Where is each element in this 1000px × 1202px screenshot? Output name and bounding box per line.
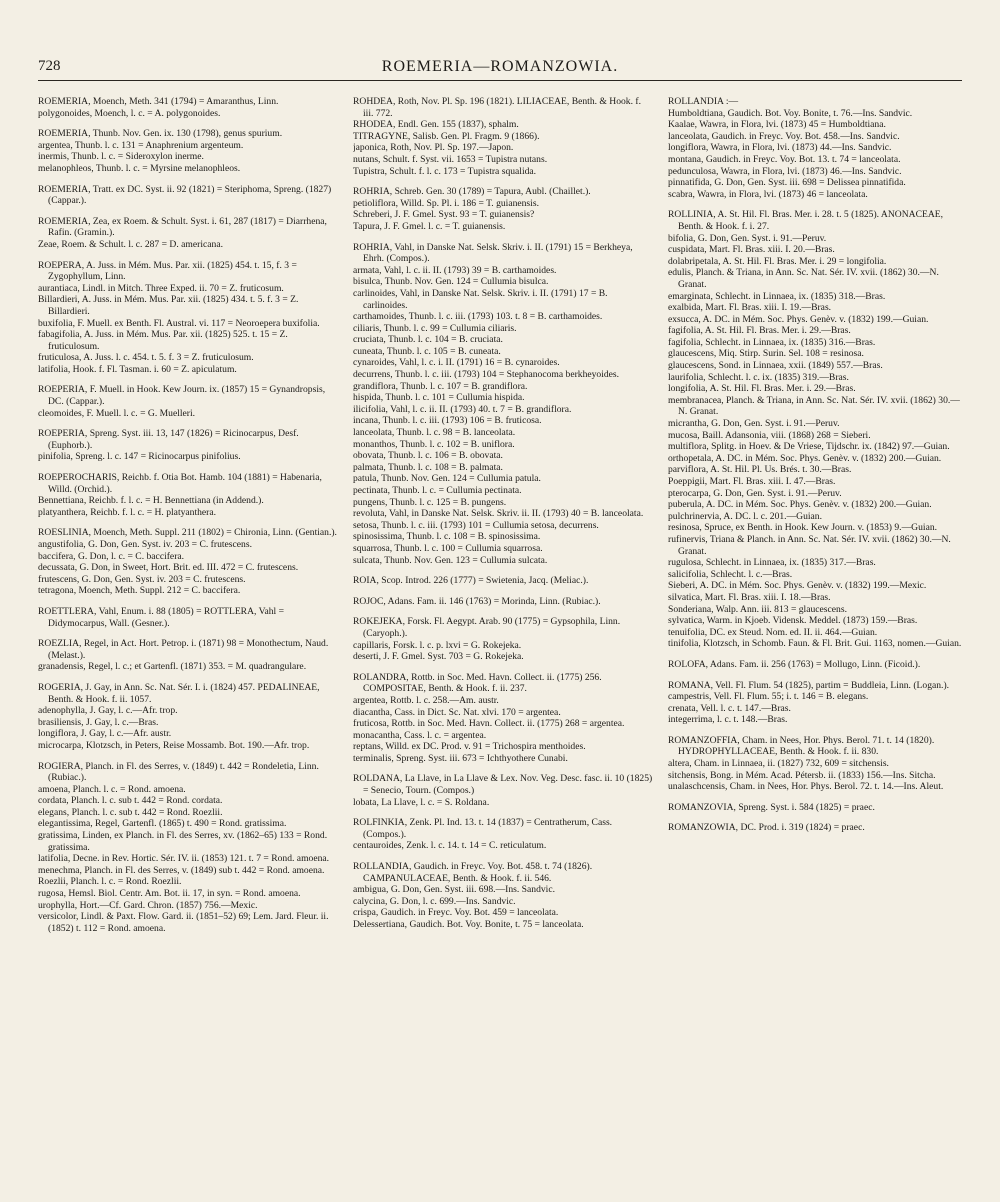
- dictionary-entry: [353, 861, 653, 931]
- entry-line: carthamoides, Thunb. l. c. iii. (1793) 103. t. 8 = B. carthamoides.: [353, 311, 603, 323]
- entry-heading: ROEZLIA, Regel, in Act. Hort. Petrop. i. (1871) 98 = Monothectum, Naud. (Melast.).: [38, 638, 329, 661]
- entry-heading: ROLOFA, Adans. Fam. ii. 256 (1763) = Mollugo, Linn. (Ficoid.).: [668, 658, 921, 670]
- dictionary-entry: [38, 96, 338, 119]
- dictionary-entry: [353, 773, 653, 808]
- entry-line: Roezlii, Planch. l. c. = Rond. Roezlii.: [38, 876, 182, 888]
- entry-heading: ROJOC, Adans. Fam. ii. 146 (1763) = Morinda, Linn. (Rubiac.).: [353, 595, 601, 607]
- entry-line: parviflora, A. St. Hil. Pl. Us. Brés. t. 30.—Bras.: [668, 464, 852, 476]
- entry-line: Schreberi, J. F. Gmel. Syst. 93 = T. guianensis?: [353, 209, 535, 221]
- entry-line: capillaris, Forsk. l. c. p. lxvi = G. Rokejeka.: [353, 639, 522, 651]
- entry-line: ilicifolia, Vahl, l. c. ii. II. (1793) 40. t. 7 = B. grandiflora.: [353, 403, 572, 415]
- entry-line: centauroides, Zenk. l. c. 14. t. 14 = C. reticulatum.: [353, 840, 547, 852]
- entry-line: lanceolata, Gaudich. in Freyc. Voy. Bot. 458.—Ins. Sandvic.: [668, 130, 900, 142]
- entry-line: puberula, A. DC. in Mém. Soc. Phys. Genèv. v. (1832) 200.—Guian.: [668, 499, 932, 511]
- entry-line: Sieberi, A. DC. in Mém. Soc. Phys. Genèv. v. (1832) 199.—Mexic.: [668, 580, 927, 592]
- entry-heading: ROLANDRA, Rottb. in Soc. Med. Havn. Collect. ii. (1775) 256. COMPOSITAE, Benth. & Hook. f. ii. 237.: [353, 671, 602, 695]
- dictionary-entry: [353, 596, 653, 608]
- entry-line: reptans, Willd. ex DC. Prod. v. 91 = Trichospira menthoides.: [353, 741, 586, 753]
- entry-line: RHODEA, Endl. Gen. 155 (1837), sphalm.: [353, 119, 519, 131]
- entry-line: carlinoides, Vahl, in Danske Nat. Selsk. Skriv. i. II. (1791) 17 = B. carlinoides.: [353, 287, 608, 311]
- dictionary-entry: [668, 96, 968, 200]
- entry-line: revoluta, Vahl, in Danske Nat. Selsk. Skriv. ii. II. (1793) 40 = B. lanceolata.: [353, 508, 644, 520]
- entry-heading: ROKEJEKA, Forsk. Fl. Aegypt. Arab. 90 (1775) = Gypsophila, Linn. (Caryoph.).: [353, 616, 621, 639]
- entry-line: edulis, Planch. & Triana, in Ann. Sc. Nat. Sér. IV. xvii. (1862) 30.—N. Granat.: [668, 267, 939, 290]
- entry-line: campestris, Vell. Fl. Flum. 55; i. t. 146 = B. elegans.: [668, 691, 869, 703]
- page-number: 728: [38, 58, 61, 74]
- entry-line: fruticosa, Rottb. in Soc. Med. Havn. Collect. ii. (1775) 268 = argentea.: [353, 718, 625, 730]
- text-columns: [38, 96, 968, 1192]
- entry-line: inermis, Thunb. l. c. = Sideroxylon inerme.: [38, 151, 204, 163]
- entry-line: decurrens, Thunb. l. c. iii. (1793) 104 = Stephanocoma berkheyoides.: [353, 369, 620, 381]
- entry-heading: ROGERIA, J. Gay, in Ann. Sc. Nat. Sér. I. i. (1824) 457. PEDALINEAE, Benth. & Hook. f. ii. 1057.: [38, 681, 320, 705]
- entry-heading: ROEPEROCHARIS, Reichb. f. Otia Bot. Hamb. 104 (1881) = Habenaria, Willd. (Orchid.).: [38, 472, 322, 495]
- entry-line: Zeae, Roem. & Schult. l. c. 287 = D. americana.: [38, 238, 223, 250]
- entry-line: pedunculosa, Wawra, in Flora, lvi. (1873) 46.—Ins. Sandvic.: [668, 165, 902, 177]
- entry-heading: ROLLANDIA :—: [668, 96, 739, 107]
- entry-heading: ROEMERIA, Thunb. Nov. Gen. ix. 130 (1798), genus spurium.: [38, 128, 283, 140]
- entry-line: hispida, Thunb. l. c. 101 = Cullumia hispida.: [353, 392, 525, 404]
- entry-line: rugosa, Hemsl. Biol. Centr. Am. Bot. ii. 17, in syn. = Rond. amoena.: [38, 888, 301, 900]
- entry-line: monacantha, Cass. l. c. = argentea.: [353, 729, 487, 741]
- entry-heading: ROEPERIA, Spreng. Syst. iii. 13, 147 (1826) = Ricinocarpus, Desf. (Euphorb.).: [38, 428, 299, 451]
- entry-line: Tapura, J. F. Gmel. l. c. = T. guianensis.: [353, 220, 506, 232]
- entry-line: Poeppigii, Mart. Fl. Bras. xiii. I. 47.—Bras.: [668, 476, 836, 487]
- entry-line: pectinata, Thunb. l. c. = Cullumia pectinata.: [353, 485, 522, 496]
- entry-line: micrantha, G. Don, Gen. Syst. i. 91.—Peruv.: [668, 418, 840, 430]
- entry-line: integerrima, l. c. t. 148.—Bras.: [668, 714, 788, 726]
- entry-line: tetragona, Moench, Meth. Suppl. 212 = C. baccifera.: [38, 585, 241, 597]
- entry-line: longifolia, A. St. Hil. Fl. Bras. Mer. i. 29.—Bras.: [668, 383, 856, 395]
- entry-line: granadensis, Regel, l. c.; et Gartenfl. (1871) 353. = M. quadrangulare.: [38, 661, 307, 673]
- entry-line: fagifolia, Schlecht. in Linnaea, ix. (1835) 316.—Bras.: [668, 336, 876, 348]
- entry-heading: ROGIERA, Planch. in Fl. des Serres, v. (1849) t. 442 = Rondeletia, Linn. (Rubiac.).: [38, 760, 319, 784]
- entry-heading: ROESLINIA, Moench, Meth. Suppl. 211 (1802) = Chironia, Linn. (Gentian.).: [38, 527, 337, 539]
- entry-line: polygonoides, Moench, l. c. = A. polygonoides.: [38, 107, 221, 119]
- entry-line: laurifolia, Schlecht. l. c. ix. (1835) 319.—Bras.: [668, 371, 849, 383]
- entry-line: aurantiaca, Lindl. in Mitch. Three Exped. ii. 70 = Z. fruticosum.: [38, 282, 284, 294]
- entry-line: sulcata, Thunb. Nov. Gen. 123 = Cullumia sulcata.: [353, 554, 548, 566]
- dictionary-entry: [353, 817, 653, 852]
- entry-heading: ROMANZOWIA, DC. Prod. i. 319 (1824) = praec.: [668, 822, 865, 834]
- entry-line: crenata, Vell. l. c. t. 147.—Bras.: [668, 702, 791, 714]
- entry-line: Kaalae, Wawra, in Flora, lvi. (1873) 45 = Humboldtiana.: [668, 119, 886, 131]
- entry-line: Sonderiana, Walp. Ann. iii. 813 = glaucescens.: [668, 603, 847, 615]
- entry-line: elegans, Planch. l. c. sub t. 442 = Rond. Roezlii.: [38, 806, 223, 818]
- entry-line: mucosa, Baill. Adansonia, viii. (1868) 268 = Sieberi.: [668, 429, 871, 441]
- entry-line: unalaschcensis, Cham. in Nees, Hor. Phys. Berol. 72. t. 14.—Ins. Aleut.: [668, 781, 944, 793]
- entry-line: latifolia, Hook. f. Fl. Tasman. i. 60 = Z. apiculatum.: [38, 363, 237, 375]
- entry-line: cuspidata, Mart. Fl. Bras. xiii. I. 20.—Bras.: [668, 244, 835, 256]
- entry-line: spinosissima, Thunb. l. c. 108 = B. spinosissima.: [353, 531, 541, 543]
- entry-heading: ROMANZOVIA, Spreng. Syst. i. 584 (1825) = praec.: [668, 801, 875, 813]
- dictionary-entry: [38, 761, 338, 935]
- entry-heading: ROMANZOFFIA, Cham. in Nees, Hor. Phys. Berol. 71. t. 14 (1820). HYDROPHYLLACEAE, Benth. & Hook. f. ii. 830.: [668, 734, 935, 758]
- entry-heading: ROLLINIA, A. St. Hil. Fl. Bras. Mer. i. 28. t. 5 (1825). ANONACEAE, Benth. & Hook. f. i. 27.: [668, 209, 944, 232]
- entry-line: buxifolia, F. Muell. ex Benth. Fl. Austral. vi. 117 = Neoroepera buxifolia.: [38, 317, 320, 329]
- running-title: ROEMERIA—ROMANZOWIA.: [381, 58, 619, 75]
- entry-heading: ROEPERA, A. Juss. in Mém. Mus. Par. xii. (1825) 454. t. 15, f. 3 = Zygophyllum, Linn.: [38, 259, 297, 283]
- dictionary-entry: [38, 216, 338, 251]
- entry-line: bisulca, Thunb. Nov. Gen. 124 = Cullumia bisulca.: [353, 276, 549, 288]
- entry-line: montana, Gaudich. in Freyc. Voy. Bot. 13. t. 74 = lanceolata.: [668, 153, 901, 165]
- entry-line: glaucescens, Miq. Stirp. Surin. Sel. 108 = resinosa.: [668, 348, 864, 360]
- entry-line: elegantissima, Regel, Gartenfl. (1865) t. 490 = Rond. gratissima.: [38, 818, 287, 830]
- entry-line: orthopetala, A. DC. in Mém. Soc. Phys. Genèv. v. (1832) 200.—Guian.: [668, 452, 942, 464]
- entry-line: nutans, Schult. f. Syst. vii. 1653 = Tupistra nutans.: [353, 153, 548, 165]
- entry-line: cruciata, Thunb. l. c. 104 = B. cruciata.: [353, 334, 503, 346]
- entry-line: pinnatifida, G. Don, Gen. Syst. iii. 698 = Delissea pinnatifida.: [668, 177, 906, 189]
- entry-line: sitchensis, Bong. in Mém. Acad. Pétersb. ii. (1833) 156.—Ins. Sitcha.: [668, 769, 936, 781]
- dictionary-entry: [38, 527, 338, 597]
- entry-line: frutescens, G. Don, Gen. Syst. iv. 203 = C. frutescens.: [38, 573, 246, 585]
- entry-line: rugulosa, Schlecht. in Linnaea, ix. (1835) 317.—Bras.: [668, 557, 876, 569]
- entry-line: altera, Cham. in Linnaea, ii. (1827) 732, 609 = sitchensis.: [668, 758, 889, 770]
- entry-line: scabra, Wawra, in Flora, lvi. (1873) 46 = lanceolata.: [668, 188, 868, 200]
- dictionary-entry: [353, 242, 653, 567]
- dictionary-entry: [668, 659, 968, 671]
- entry-line: fruticulosa, A. Juss. l. c. 454. t. 5. f. 3 = Z. fruticulosum.: [38, 352, 254, 364]
- entry-line: ciliaris, Thunb. l. c. 99 = Cullumia ciliaris.: [353, 322, 517, 334]
- dictionary-entry: [38, 606, 338, 629]
- dictionary-entry: [668, 735, 968, 793]
- entry-line: Delessertiana, Gaudich. Bot. Voy. Bonite, t. 75 = lanceolata.: [353, 919, 584, 930]
- entry-line: armata, Vahl, l. c. ii. II. (1793) 39 = B. carthamoides.: [353, 264, 557, 276]
- dictionary-entry: [38, 472, 338, 518]
- dictionary-entry: [668, 802, 968, 814]
- entry-line: pulchrinervia, A. DC. l. c. 201.—Guian.: [668, 510, 823, 522]
- entry-line: lanceolata, Thunb. l. c. 98 = B. lanceolata.: [353, 427, 516, 439]
- entry-line: angustifolia, G. Don, Gen. Syst. iv. 203 = C. frutescens.: [38, 539, 252, 550]
- dictionary-entry: [668, 680, 968, 726]
- dictionary-entry: [38, 428, 338, 463]
- dictionary-entry: [38, 260, 338, 376]
- entry-line: versicolor, Lindl. & Paxt. Flow. Gard. ii. (1851–52) 69; Lem. Jard. Fleur. ii. (1852) t. 112 = Rond. amoena.: [38, 911, 329, 934]
- entry-line: argentea, Rottb. l. c. 258.—Am. austr.: [353, 694, 499, 706]
- entry-heading: ROEPERIA, F. Muell. in Hook. Kew Journ. ix. (1857) 15 = Gynandropsis, DC. (Cappar.).: [38, 384, 326, 408]
- entry-line: cuneata, Thunb. l. c. 105 = B. cuneata.: [353, 345, 501, 357]
- entry-line: multiflora, Splitg. in Hoev. & De Vriese, Tijdschr. ix. (1842) 97.—Guian.: [668, 441, 950, 453]
- entry-line: ambigua, G. Don, Gen. Syst. iii. 698.—Ins. Sandvic.: [353, 884, 555, 896]
- entry-line: latifolia, Decne. in Rev. Hortic. Sér. IV. ii. (1853) 121. t. 7 = Rond. amoena.: [38, 853, 330, 865]
- entry-line: melanophleos, Thunb. l. c. = Myrsine melanophleos.: [38, 162, 241, 174]
- entry-line: decussata, G. Don, in Sweet, Hort. Brit. ed. III. 472 = C. frutescens.: [38, 562, 299, 574]
- entry-line: lobata, La Llave, l. c. = S. Roldana.: [353, 796, 490, 808]
- dictionary-entry: [353, 616, 653, 662]
- entry-heading: ROIA, Scop. Introd. 226 (1777) = Swietenia, Jacq. (Meliac.).: [353, 575, 589, 587]
- entry-line: emarginata, Schlecht. in Linnaea, ix. (1835) 318.—Bras.: [668, 290, 886, 302]
- entry-line: amoena, Planch. l. c. = Rond. amoena.: [38, 783, 186, 795]
- entry-line: obovata, Thunb. l. c. 106 = B. obovata.: [353, 450, 503, 462]
- entry-line: petioliflora, Willd. Sp. Pl. i. 186 = T. guianensis.: [353, 197, 539, 209]
- entry-line: fabagifolia, A. Juss. in Mém. Mus. Par. xii. (1825) 525. t. 15 = Z. fruticulosum.: [38, 329, 288, 352]
- entry-line: cordata, Planch. l. c. sub t. 442 = Rond. cordata.: [38, 795, 223, 807]
- entry-line: setosa, Thunb. l. c. iii. (1793) 101 = Cullumia setosa, decurrens.: [353, 519, 599, 531]
- entry-line: rufinervis, Triana & Planch. in Ann. Sc. Nat. Sér. IV. xvii. (1862) 30.—N. Granat.: [668, 533, 951, 557]
- dictionary-entry: [353, 186, 653, 232]
- entry-line: tenuifolia, DC. ex Steud. Nom. ed. II. ii. 464.—Guian.: [668, 626, 878, 638]
- entry-line: Humboldtiana, Gaudich. Bot. Voy. Bonite, t. 76.—Ins. Sandvic.: [668, 107, 913, 119]
- entry-line: brasiliensis, J. Gay, l. c.—Bras.: [38, 716, 159, 728]
- entry-heading: ROLFINKIA, Zenk. Pl. Ind. 13. t. 14 (1837) = Centratherum, Cass. (Compos.).: [353, 817, 613, 840]
- entry-line: baccifera, G. Don, l. c. = C. baccifera.: [38, 550, 185, 562]
- dictionary-entry: [38, 384, 338, 419]
- entry-line: membranacea, Planch. & Triana, in Ann. Sc. Nat. Sér. IV. xvii. (1862) 30.—N. Granat.: [668, 394, 960, 418]
- dictionary-entry: [353, 96, 653, 177]
- entry-heading: ROLLANDIA, Gaudich. in Freyc. Voy. Bot. 458. t. 74 (1826). CAMPANULACEAE, Benth. & Hook. f. ii. 546.: [353, 861, 593, 884]
- entry-line: cynaroides, Vahl, l. c. i. II. (1791) 16 = B. cynaroides.: [353, 357, 560, 369]
- entry-heading: ROEMERIA, Tratt. ex DC. Syst. ii. 92 (1821) = Steriphoma, Spreng. (1827) (Cappar.).: [38, 183, 332, 207]
- entry-line: exalbida, Mart. Fl. Bras. xiii. I. 19.—Bras.: [668, 302, 832, 314]
- entry-line: platyanthera, Reichb. f. l. c. = H. platyanthera.: [38, 506, 217, 518]
- entry-line: grandiflora, Thunb. l. c. 107 = B. grandiflora.: [353, 380, 528, 392]
- dictionary-entry: [668, 209, 968, 650]
- entry-line: japonica, Roth, Nov. Pl. Sp. 197.—Japon.: [353, 142, 514, 154]
- entry-heading: ROEMERIA, Moench, Meth. 341 (1794) = Amaranthus, Linn.: [38, 96, 279, 107]
- dictionary-entry: [38, 638, 338, 673]
- entry-line: patula, Thunb. Nov. Gen. 124 = Cullumia patula.: [353, 473, 541, 485]
- entry-line: menechma, Planch. in Fl. des Serres, v. (1849) sub t. 442 = Rond. amoena.: [38, 864, 325, 876]
- entry-line: monanthos, Thunb. l. c. 102 = B. uniflora.: [353, 438, 515, 450]
- entry-line: palmata, Thunb. l. c. 108 = B. palmata.: [353, 461, 503, 473]
- entry-line: tinifolia, Klotzsch, in Schomb. Faun. & Fl. Brit. Gui. 1163, nomen.—Guian.: [668, 638, 962, 650]
- entry-line: deserti, J. F. Gmel. Syst. 703 = G. Rokejeka.: [353, 651, 524, 663]
- entry-line: fagifolia, A. St. Hil. Fl. Bras. Mer. i. 29.—Bras.: [668, 325, 851, 337]
- entry-line: urophylla, Hort.—Cf. Gard. Chron. (1857) 756.—Mexic.: [38, 899, 258, 911]
- entry-line: crispa, Gaudich. in Freyc. Voy. Bot. 459 = lanceolata.: [353, 907, 559, 919]
- dictionary-entry: [38, 128, 338, 174]
- entry-line: Bennettiana, Reichb. f. l. c. = H. Bennettiana (in Addend.).: [38, 495, 264, 507]
- column-middle: [353, 96, 653, 1192]
- entry-line: resinosa, Spruce, ex Benth. in Hook. Kew Journ. v. (1853) 9.—Guian.: [668, 522, 938, 534]
- entry-line: longiflora, J. Gay, l. c.—Afr. austr.: [38, 728, 172, 740]
- entry-line: pungens, Thunb. l. c. 125 = B. pungens.: [353, 496, 507, 508]
- entry-heading: ROHDEA, Roth, Nov. Pl. Sp. 196 (1821). LILIACEAE, Benth. & Hook. f. iii. 772.: [353, 96, 641, 119]
- entry-heading: ROMANA, Vell. Fl. Flum. 54 (1825), partim = Buddleia, Linn. (Logan.).: [668, 679, 950, 691]
- entry-line: bifolia, G. Don, Gen. Syst. i. 91.—Peruv.: [668, 232, 827, 244]
- entry-line: Tupistra, Schult. f. l. c. 173 = Tupistra squalida.: [353, 165, 537, 177]
- column-right: [668, 96, 968, 1192]
- entry-heading: ROEMERIA, Zea, ex Roem. & Schult. Syst. i. 61, 287 (1817) = Diarrhena, Rafin. (Gramin.).: [38, 215, 327, 239]
- entry-line: adenophylla, J. Gay, l. c.—Afr. trop.: [38, 705, 178, 717]
- dictionary-entry: [353, 672, 653, 765]
- entry-line: calycina, G. Don, l. c. 699.—Ins. Sandvic.: [353, 895, 516, 907]
- entry-heading: ROHRIA, Vahl, in Danske Nat. Selsk. Skriv. i. II. (1791) 15 = Berkheya, Ehrh. (Compos.).: [353, 241, 633, 265]
- entry-line: dolabripetala, A. St. Hil. Fl. Bras. Mer. i. 29 = longifolia.: [668, 255, 887, 267]
- dictionary-entry: [38, 682, 338, 752]
- dictionary-entry: [353, 575, 653, 587]
- dictionary-entry: [668, 822, 968, 834]
- entry-line: incana, Thunb. l. c. iii. (1793) 106 = B. fruticosa.: [353, 415, 542, 427]
- entry-line: argentea, Thunb. l. c. 131 = Anaphrenium argenteum.: [38, 139, 244, 151]
- entry-line: gratissima, Linden, ex Planch. in Fl. des Serres, xv. (1862–65) 133 = Rond. gratissima.: [38, 830, 328, 853]
- entry-heading: ROLDANA, La Llave, in La Llave & Lex. Nov. Veg. Desc. fasc. ii. 10 (1825) = Senecio, Tourn. (Compos.): [353, 773, 653, 797]
- entry-line: terminalis, Spreng. Syst. iii. 673 = Ichthyothere Cunabi.: [353, 752, 568, 764]
- entry-line: cleomoides, F. Muell. l. c. = G. Muelleri.: [38, 407, 196, 419]
- entry-line: squarrosa, Thunb. l. c. 100 = Cullumia squarrosa.: [353, 542, 543, 554]
- entry-heading: ROHRIA, Schreb. Gen. 30 (1789) = Tapura, Aubl. (Chaillet.).: [353, 186, 591, 198]
- entry-line: glaucescens, Sond. in Linnaea, xxii. (1849) 557.—Bras.: [668, 360, 883, 372]
- entry-line: exsucca, A. DC. in Mém. Soc. Phys. Genèv. v. (1832) 199.—Guian.: [668, 313, 929, 325]
- column-left: [38, 96, 338, 1192]
- entry-line: sylvatica, Warm. in Kjoeb. Vidensk. Meddel. (1873) 159.—Bras.: [668, 615, 918, 627]
- entry-line: Billardieri, A. Juss. in Mém. Mus. Par. xii. (1825) 434. t. 5. f. 3 = Z. Billardieri.: [38, 294, 299, 317]
- entry-line: longiflora, Wawra, in Flora, lvi. (1873) 44.—Ins. Sandvic.: [668, 142, 892, 154]
- entry-line: pterocarpa, G. Don, Gen. Syst. i. 91.—Peruv.: [668, 487, 842, 499]
- entry-heading: ROETTLERA, Vahl, Enum. i. 88 (1805) = ROTTLERA, Vahl = Didymocarpus, Wall. (Gesner.).: [38, 605, 285, 629]
- entry-line: silvatica, Mart. Fl. Bras. xiii. I. 18.—Bras.: [668, 591, 831, 603]
- entry-line: TITRAGYNE, Salisb. Gen. Pl. Fragm. 9 (1866).: [353, 130, 540, 142]
- entry-line: microcarpa, Klotzsch, in Peters, Reise Mossamb. Bot. 190.—Afr. trop.: [38, 739, 310, 751]
- entry-line: pinifolia, Spreng. l. c. 147 = Ricinocarpus pinifolius.: [38, 451, 241, 463]
- page-header: [38, 58, 962, 81]
- entry-line: diacantha, Cass. in Dict. Sc. Nat. xlvi. 170 = argentea.: [353, 706, 561, 718]
- dictionary-entry: [38, 184, 338, 207]
- entry-line: salicifolia, Schlecht. l. c.—Bras.: [668, 568, 793, 580]
